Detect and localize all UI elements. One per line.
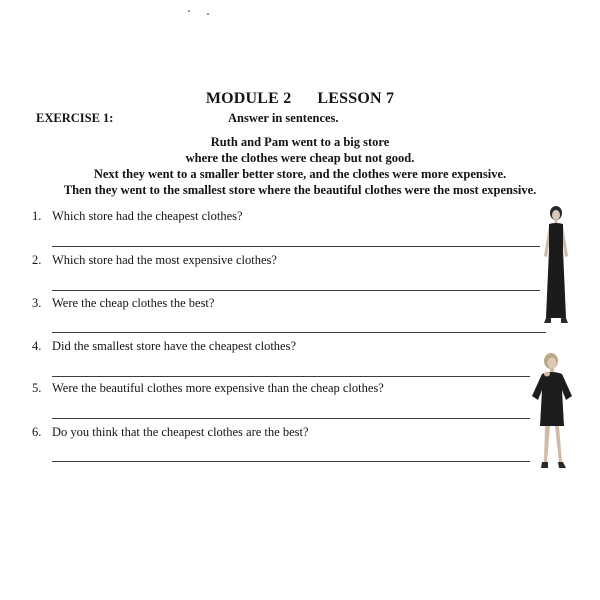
question-3 [32, 296, 214, 311]
question-4 [32, 339, 296, 354]
speck [188, 10, 190, 12]
question-text: Which store had the cheapest clothes? [52, 209, 243, 223]
answer-line-4[interactable] [52, 376, 530, 377]
passage-line: Ruth and Pam went to a big store [210, 135, 390, 149]
passage-line: Next they went to a smaller better store, and the clothes were more expensive. [93, 167, 507, 181]
question-number: 1. [32, 209, 42, 223]
answer-line-5[interactable] [52, 418, 530, 419]
question-text: Did the smallest store have the cheapest clothes? [52, 339, 297, 353]
speck [207, 13, 209, 15]
answer-line-3[interactable] [52, 332, 546, 333]
exercise-label: EXERCISE 1: [36, 111, 114, 125]
woman-short-dress-image [528, 350, 580, 474]
answer-line-1[interactable] [52, 246, 540, 247]
question-6 [32, 425, 309, 440]
exercise-instruction: Answer in sentences. [228, 111, 339, 125]
module-label: MODULE 2 [205, 90, 292, 107]
question-text: Which store had the most expensive clothes? [52, 253, 277, 267]
passage-line: Then they went to the smallest store where the beautiful clothes were the most expensive. [63, 183, 537, 197]
page-title [0, 90, 600, 108]
question-text: Were the cheap clothes the best? [52, 296, 215, 310]
woman-long-dress-image [532, 204, 580, 326]
passage-line: where the clothes were cheap but not good. [185, 151, 415, 165]
question-5 [32, 381, 384, 396]
question-number: 6. [32, 425, 42, 439]
question-2 [32, 253, 277, 268]
question-number: 2. [32, 253, 42, 267]
answer-line-6[interactable] [52, 461, 530, 462]
lesson-label: LESSON 7 [317, 90, 395, 107]
reading-passage [0, 134, 600, 198]
question-number: 5. [32, 381, 42, 395]
question-number: 4. [32, 339, 42, 353]
question-number: 3. [32, 296, 42, 310]
question-text: Were the beautiful clothes more expensive than the cheap clothes? [52, 381, 384, 395]
question-text: Do you think that the cheapest clothes are the best? [52, 425, 309, 439]
question-1 [32, 209, 243, 224]
answer-line-2[interactable] [52, 290, 540, 291]
